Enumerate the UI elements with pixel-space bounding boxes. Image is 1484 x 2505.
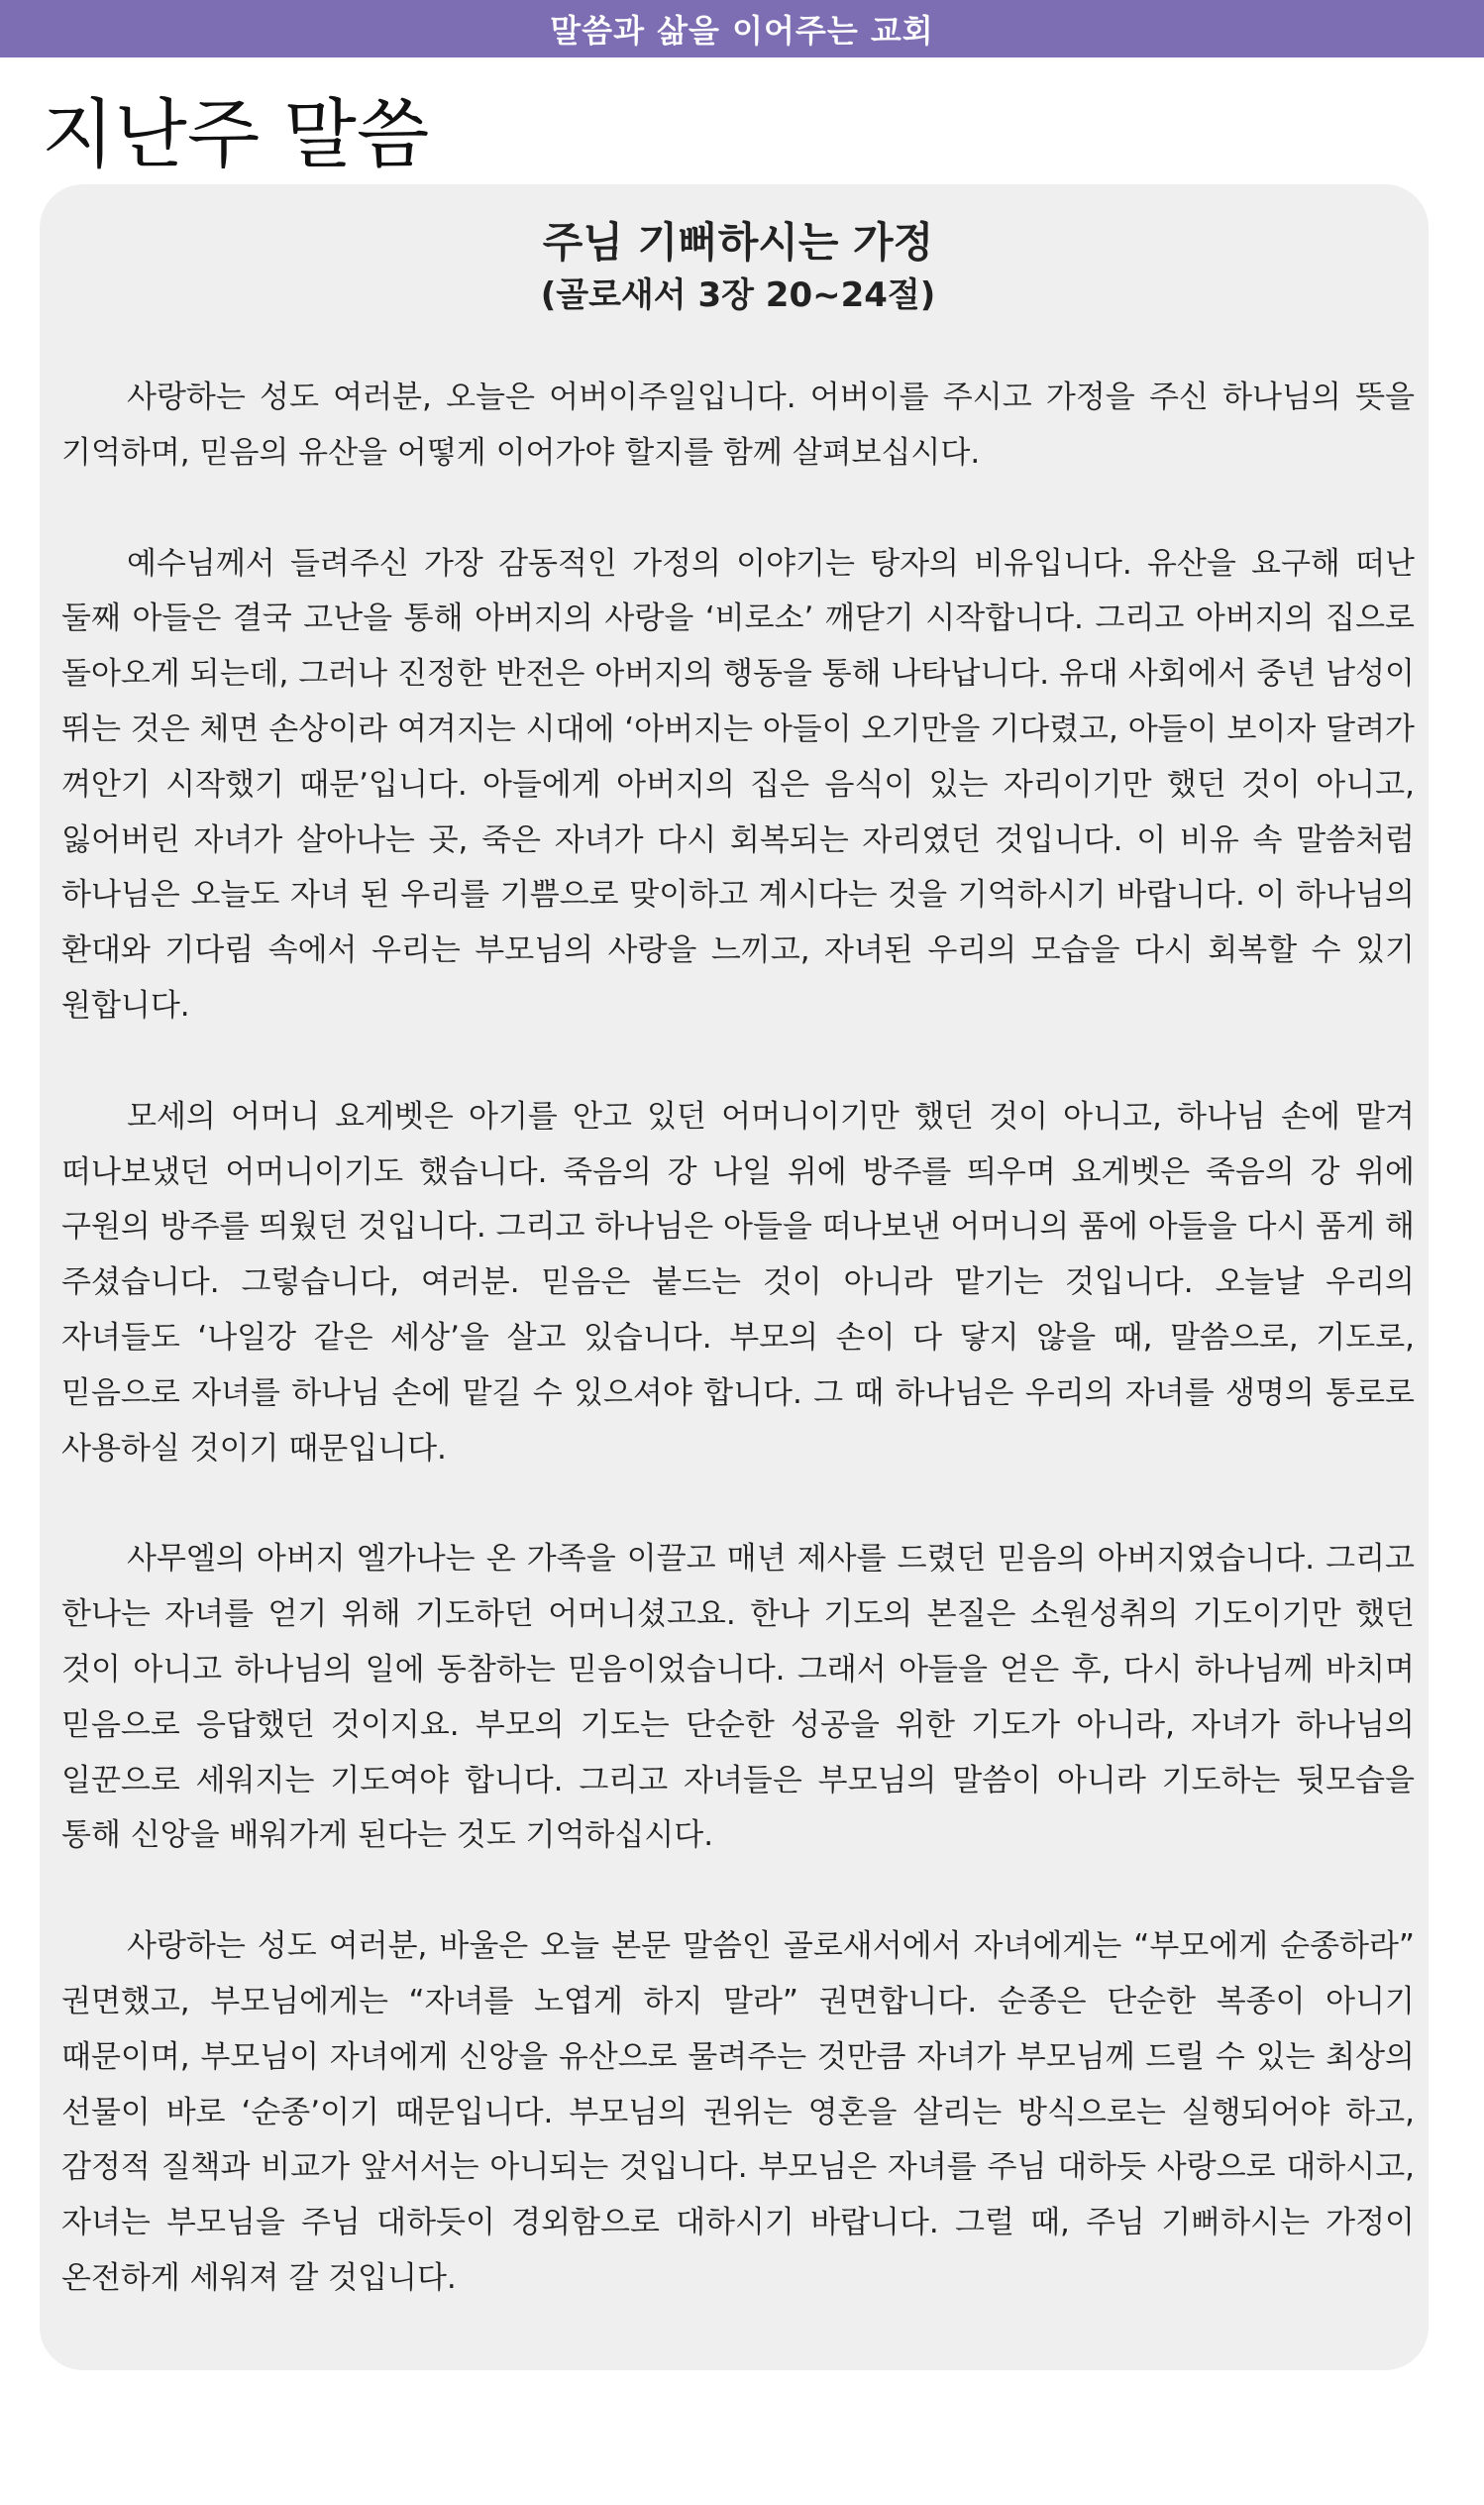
banner-text: 말씀과 삶을 이어주는 교회 — [550, 12, 934, 50]
sermon-paragraph: 사랑하는 성도 여러분, 바울은 오늘 본문 말씀인 골로새서에서 자녀에게는 “부모에게 순종하라” 권면했고, 부모님에게는 “자녀를 노엽게 하지 말라” 권면합니다. 순종은 단순한 복종이 아니기 때문이며, 부모님이 자녀에게 신앙을 유산으로 물려주는 것만큼 자녀가 부모님께 드릴 수 있는 최상의 선물이 바로 ‘순종’이기 때문입니다. 부모님의 권위는 영혼을 살리는 방식으로는 실행되어야 하고, 감정적 질책과 비교가 앞서서는 아니되는 것입니다. 부모님은 자녀를 주님 대하듯 사랑으로 대하시고, 자녀는 부모님을 주님 대하듯이 경외함으로 대하시기 바랍니다. 그럴 때, 주님 기뻐하시는 가정이 온전하게 세워져 갈 것입니다. — [61, 1928, 1415, 2296]
sermon-paragraph: 사랑하는 성도 여러분, 오늘은 어버이주일입니다. 어버이를 주시고 가정을 주신 하나님의 뜻을 기억하며, 믿음의 유산을 어떻게 이어가야 할지를 함께 살펴보십시다. — [61, 380, 1415, 471]
sermon-card — [40, 184, 1429, 2370]
sermon-paragraph: 사무엘의 아버지 엘가나는 온 가족을 이끌고 매년 제사를 드렸던 믿음의 아버지였습니다. 그리고 한나는 자녀를 얻기 위해 기도하던 어머니셨고요. 한나 기도의 본질은 소원성취의 기도이기만 했던 것이 아니고 하나님의 일에 동참하는 믿음이었습니다. 그래서 아들을 얻은 후, 다시 하나님께 바치며 믿음으로 응답했던 것이지요. 부모의 기도는 단순한 성공을 위한 기도가 아니라, 자녀가 하나님의 일꾼으로 세워지는 기도여야 합니다. 그리고 자녀들은 부모님의 말씀이 아니라 기도하는 뒷모습을 통해 신앙을 배워가게 된다는 것도 기억하십시다. — [61, 1541, 1415, 1854]
page-title: 지난주 말씀 — [42, 90, 430, 178]
sermon-body — [61, 371, 1415, 2307]
sermon-title: 주님 기뻐하시는 가정 — [542, 218, 934, 267]
scripture-reference: (골로새서 3장 20~24절) — [540, 275, 936, 315]
church-banner — [0, 0, 1484, 57]
sermon-paragraph: 모세의 어머니 요게벳은 아기를 안고 있던 어머니이기만 했던 것이 아니고, 하나님 손에 맡겨 떠나보냈던 어머니이기도 했습니다. 죽음의 강 나일 위에 방주를 띄우며 요게벳은 죽음의 강 위에 구원의 방주를 띄웠던 것입니다. 그리고 하나님은 아들을 떠나보낸 어머니의 품에 아들을 다시 품게 해 주셨습니다. 그렇습니다, 여러분. 믿음은 붙드는 것이 아니라 맡기는 것입니다. 오늘날 우리의 자녀들도 ‘나일강 같은 세상’을 살고 있습니다. 부모의 손이 다 닿지 않을 때, 말씀으로, 기도로, 믿음으로 자녀를 하나님 손에 맡길 수 있으셔야 합니다. 그 때 하나님은 우리의 자녀를 생명의 통로로 사용하실 것이기 때문입니다. — [61, 1098, 1415, 1467]
sermon-paragraph: 예수님께서 들려주신 가장 감동적인 가정의 이야기는 탕자의 비유입니다. 유산을 요구해 떠난 둘째 아들은 결국 고난을 통해 아버지의 사랑을 ‘비로소’ 깨닫기 시작합니다. 그리고 아버지의 집으로 돌아오게 되는데, 그러나 진정한 반전은 아버지의 행동을 통해 나타납니다. 유대 사회에서 중년 남성이 뛰는 것은 체면 손상이라 여겨지는 시대에 ‘아버지는 아들이 오기만을 기다렸고, 아들이 보이자 달려가 껴안기 시작했기 때문’입니다. 아들에게 아버지의 집은 음식이 있는 자리이기만 했던 것이 아니고, 잃어버린 자녀가 살아나는 곳, 죽은 자녀가 다시 회복되는 자리였던 것입니다. 이 비유 속 말씀처럼 하나님은 오늘도 자녀 된 우리를 기쁨으로 맞이하고 계시다는 것을 기억하시기 바랍니다. 이 하나님의 환대와 기다림 속에서 우리는 부모님의 사랑을 느끼고, 자녀된 우리의 모습을 다시 회복할 수 있기 원합니다. — [61, 545, 1415, 1024]
